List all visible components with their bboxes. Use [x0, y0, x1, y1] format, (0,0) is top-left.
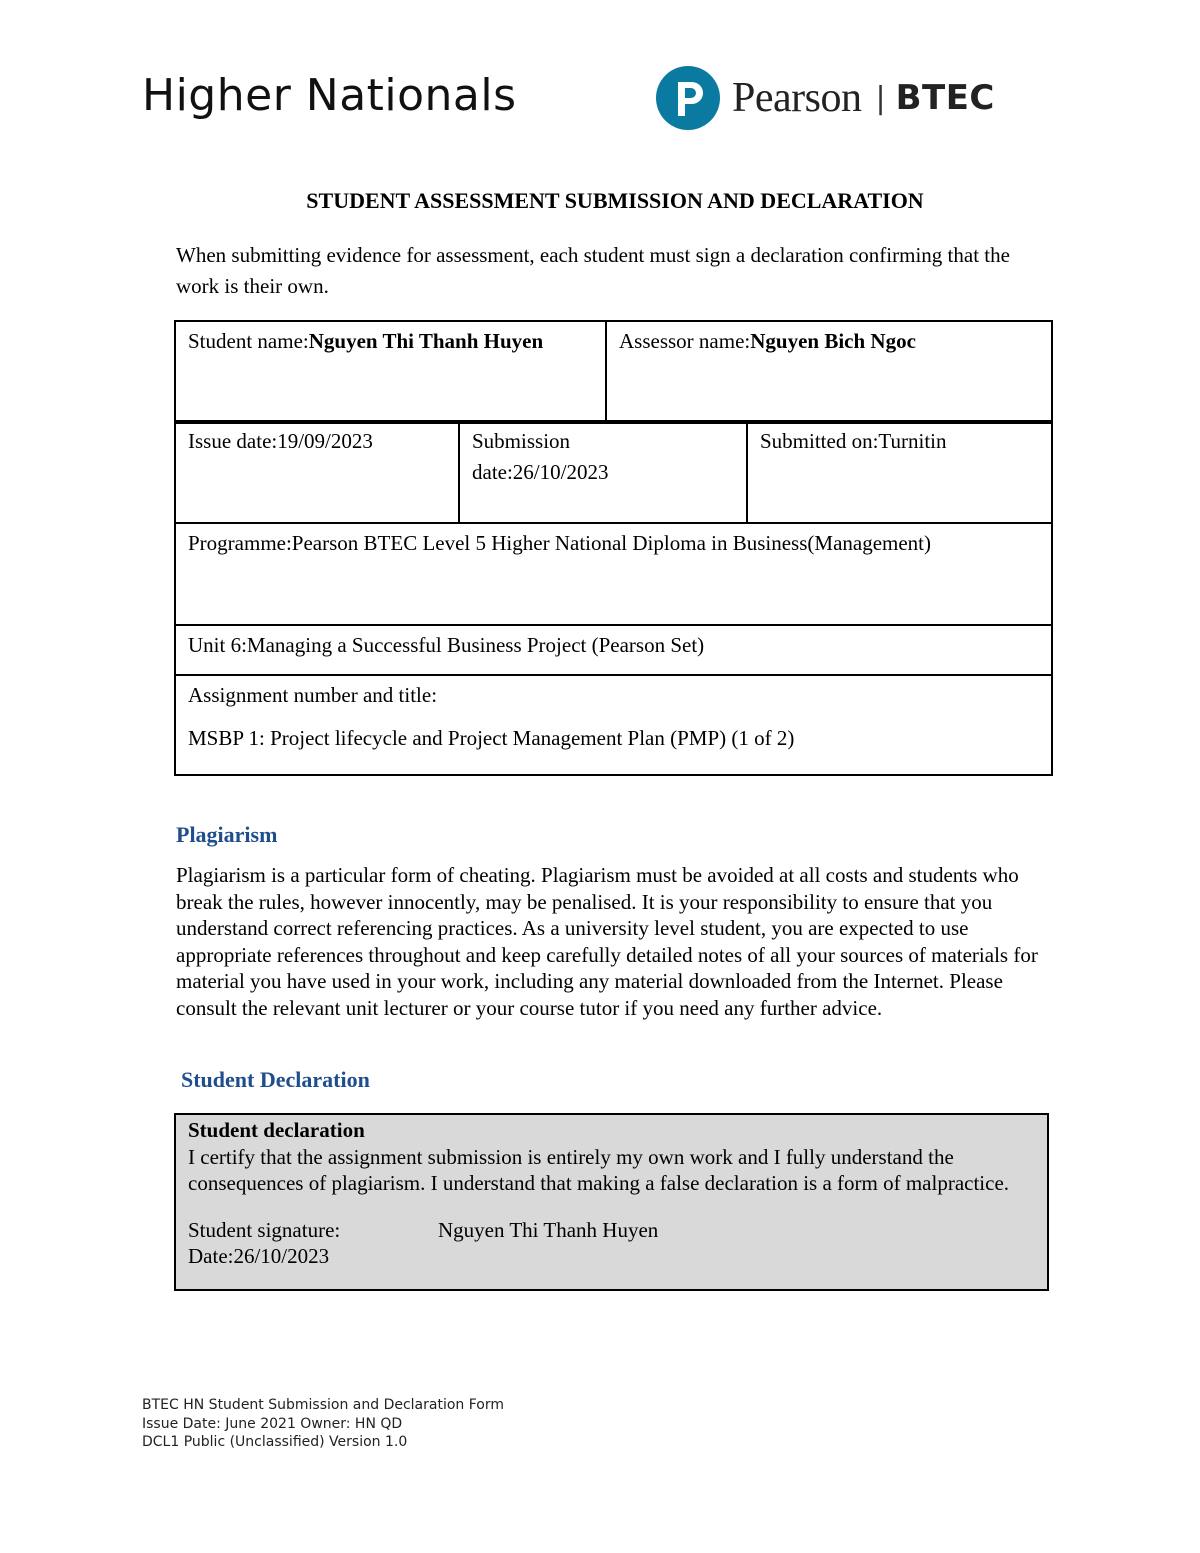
issue-date-cell: Issue date:19/09/2023: [175, 421, 459, 523]
plagiarism-text: Plagiarism is a particular form of cheating. Plagiarism must be avoided at all costs and students who break the rules, however innocently, may be penalised. It is your responsibility to ensure that you understand correct referencing practices. As a university level student, you are expected to use appropriate references throughout and keep carefully detailed notes of all your sources of materials for material you have used in your work, including any material downloaded from the Internet. Please consult the relevant unit lecturer or your course tutor if you need any further advice.: [176, 863, 1038, 1020]
logo-wordmark: Pearson: [732, 75, 862, 121]
assessor-name-cell: [606, 321, 1052, 423]
footer: [142, 1396, 504, 1452]
assignment-cell: [175, 675, 1052, 775]
unit-cell: Unit 6:Managing a Successful Business Project (Pearson Set): [175, 625, 1052, 675]
logo-btec: BTEC: [895, 78, 995, 118]
pearson-btec-logo: [656, 66, 995, 130]
declaration-spacer: [188, 1197, 1035, 1217]
details-table-unit: [174, 624, 1053, 676]
signature-value: Nguyen Thi Thanh Huyen: [438, 1217, 659, 1242]
footer-line-3: DCL1 Public (Unclassified) Version 1.0: [142, 1434, 408, 1450]
footer-line-2: Issue Date: June 2021 Owner: HN QD: [142, 1415, 403, 1432]
submitted-on-cell: Submitted on:Turnitin: [747, 421, 1052, 523]
details-table-programme: [174, 522, 1053, 626]
footer-line-1: BTEC HN Student Submission and Declaration Form: [142, 1397, 504, 1413]
student-name-value: Nguyen Thi Thanh Huyen: [308, 329, 544, 353]
assignment-title: MSBP 1: Project lifecycle and Project Management Plan (PMP) (1 of 2): [188, 726, 795, 750]
signature-label: Student signature:: [188, 1217, 341, 1242]
declaration-date: Date:26/10/2023: [188, 1244, 330, 1268]
form-intro: When submitting evidence for assessment, each student must sign a declaration confirming that the work is their own.: [176, 243, 1010, 298]
declaration-heading: Student Declaration: [181, 1067, 370, 1092]
submission-date-label: Submission: [472, 429, 571, 453]
declaration-box: [174, 1113, 1049, 1291]
student-name-cell: [175, 321, 606, 423]
student-name-label: Student name:: [188, 329, 309, 353]
details-table-dates: [174, 420, 1053, 524]
declaration-box-title: Student declaration: [188, 1118, 365, 1142]
assignment-label: Assignment number and title:: [188, 683, 438, 707]
header-title: Higher Nationals: [142, 70, 517, 121]
details-table-names: [174, 320, 1053, 424]
assessor-name-label: Assessor name:: [619, 329, 751, 353]
plagiarism-heading: Plagiarism: [176, 822, 278, 847]
signature-row: [188, 1217, 1035, 1244]
declaration-text: I certify that the assignment submission is entirely my own work and I fully understand the consequences of plagiarism. I understand that making a false declaration is a form of malpractice.: [188, 1144, 1010, 1195]
form-title: STUDENT ASSESSMENT SUBMISSION AND DECLARATION: [306, 188, 924, 213]
assessor-name-value: Nguyen Bich Ngoc: [750, 329, 916, 353]
details-table-assignment: [174, 674, 1053, 776]
submission-date-cell: [459, 421, 747, 523]
submission-date-value: date:26/10/2023: [472, 460, 609, 484]
logo-separator: |: [875, 80, 886, 116]
pearson-p-icon: [656, 66, 720, 130]
programme-cell: Programme:Pearson BTEC Level 5 Higher National Diploma in Business(Management): [175, 523, 1052, 625]
